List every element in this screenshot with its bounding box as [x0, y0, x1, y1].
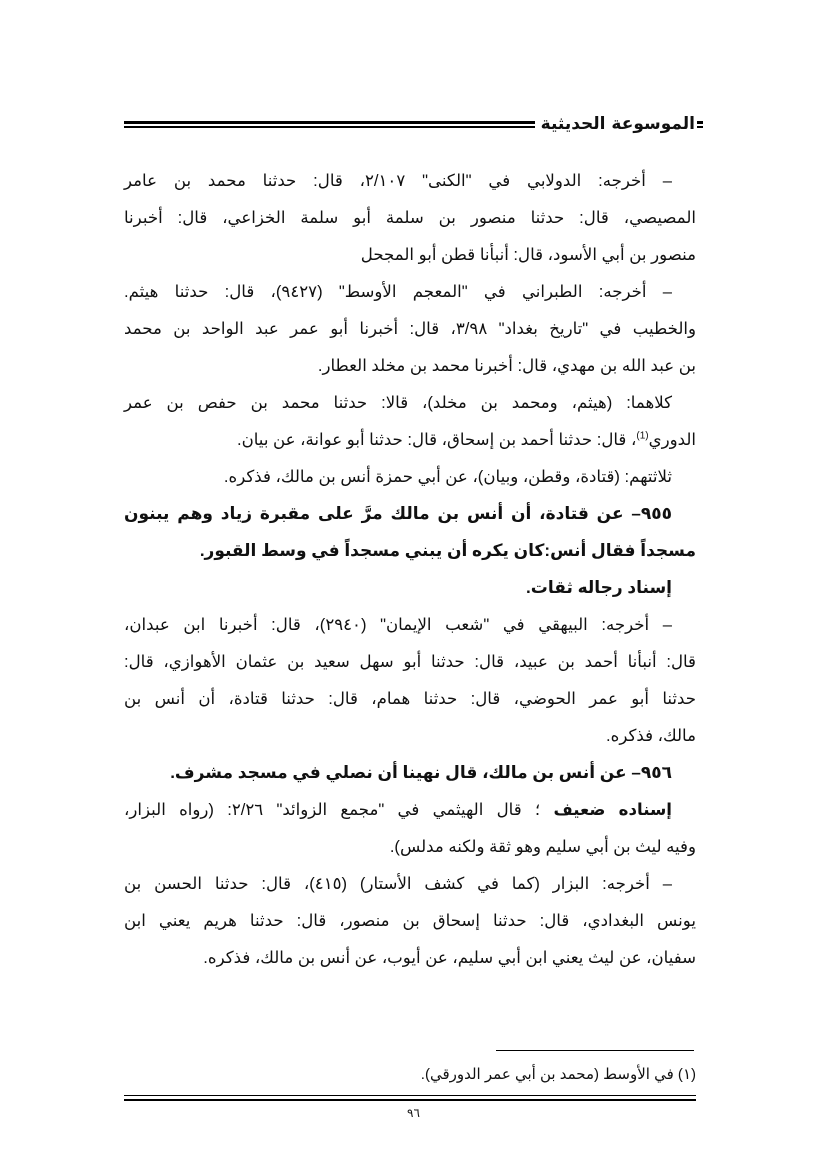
- text-line: بن عبد الله بن مهدي، قال: أخبرنا محمد بن مخلد العطار.: [317, 356, 696, 375]
- text-line: يونس البغدادي، قال: حدثنا إسحاق بن منصور، قال: حدثنا هريم يعني ابن: [124, 911, 696, 930]
- text-line: سفيان، عن ليث يعني ابن أبي سليم، عن أيوب، عن أنس بن مالك، فذكره.: [203, 948, 696, 967]
- text-line: إسناد رجاله ثقات.: [526, 578, 672, 597]
- text-line: ثلاثتهم: (قتادة، وقطن، وبيان)، عن أبي حمزة أنس بن مالك، فذكره.: [223, 467, 672, 486]
- text-line: ٩٥٥– عن قتادة، أن أنس بن مالك مرَّ على مقبرة زياد وهم يبنون: [124, 504, 672, 523]
- page-number: ٩٦: [407, 1106, 420, 1120]
- text-line: – أخرجه: البيهقي في "شعب الإيمان" (٢٩٤٠)، قال: أخبرنا ابن عبدان،: [124, 615, 672, 634]
- footnote-marker: (1): [636, 430, 649, 442]
- text-line: والخطيب في "تاريخ بغداد" ٣/٩٨، قال: أخبرنا أبو عمر عبد الواحد بن محمد: [124, 319, 697, 338]
- text-line: حدثنا أبو عمر الحوضي، قال: حدثنا همام، قال: حدثنا قتادة، أن أنس بن: [124, 689, 696, 708]
- page-header: [124, 112, 695, 136]
- footnote-separator: [496, 1050, 694, 1051]
- text-line: – أخرجه: الطبراني في "المعجم الأوسط" (٩٤٢٧)، قال: حدثنا هيثم.: [124, 282, 673, 301]
- text-line: منصور بن أبي الأسود، قال: أنبأنا قطن أبو المجحل: [360, 245, 696, 264]
- footnote: (١) في الأوسط (محمد بن أبي عمر الدورقي).: [420, 1066, 696, 1083]
- text-line: الدوري$^{(1)}$، قال: حدثنا أحمد بن إسحاق، قال: حدثنا أبو عوانة، عن بيان.: [236, 430, 696, 449]
- text-line: إسناده ضعيف ؛ قال الهيثمي في "مجمع الزوائد" ٢/٢٦: (رواه البزار،: [124, 800, 672, 819]
- header-rule-end: [697, 121, 703, 128]
- text-line: – أخرجه: البزار (كما في كشف الأستار) (٤١٥)، قال: حدثنا الحسن بن: [124, 874, 672, 893]
- text-line: وفيه ليث بن أبي سليم وهو ثقة ولكنه مدلس).: [389, 837, 696, 856]
- footer-rule: [124, 1095, 696, 1101]
- header-title: الموسوعة الحديثية: [535, 112, 695, 136]
- grading-label: إسناده ضعيف: [553, 800, 672, 819]
- text-line: – أخرجه: الدولابي في "الكنى" ٢/١٠٧، قال: حدثنا محمد بن عامر: [124, 171, 672, 190]
- text-line: مالك، فذكره.: [606, 726, 696, 745]
- body-text: [124, 162, 696, 976]
- text-line: كلاهما: (هيثم، ومحمد بن مخلد)، قالا: حدثنا محمد بن حفص بن عمر: [124, 393, 672, 412]
- text-line: ٩٥٦– عن أنس بن مالك، قال نهينا أن نصلي في مسجد مشرف.: [170, 763, 672, 782]
- text-line: مسجداً فقال أنس:كان يكره أن يبني مسجداً في وسط القبور.: [199, 541, 696, 560]
- text-line: قال: أنبأنا أحمد بن عبيد، قال: حدثنا أبو سهل سعيد بن عثمان الأهوازي، قال:: [124, 652, 696, 671]
- text-line: المصيصي، قال: حدثنا منصور بن سلمة أبو سلمة الخزاعي، قال: أخبرنا: [124, 208, 696, 227]
